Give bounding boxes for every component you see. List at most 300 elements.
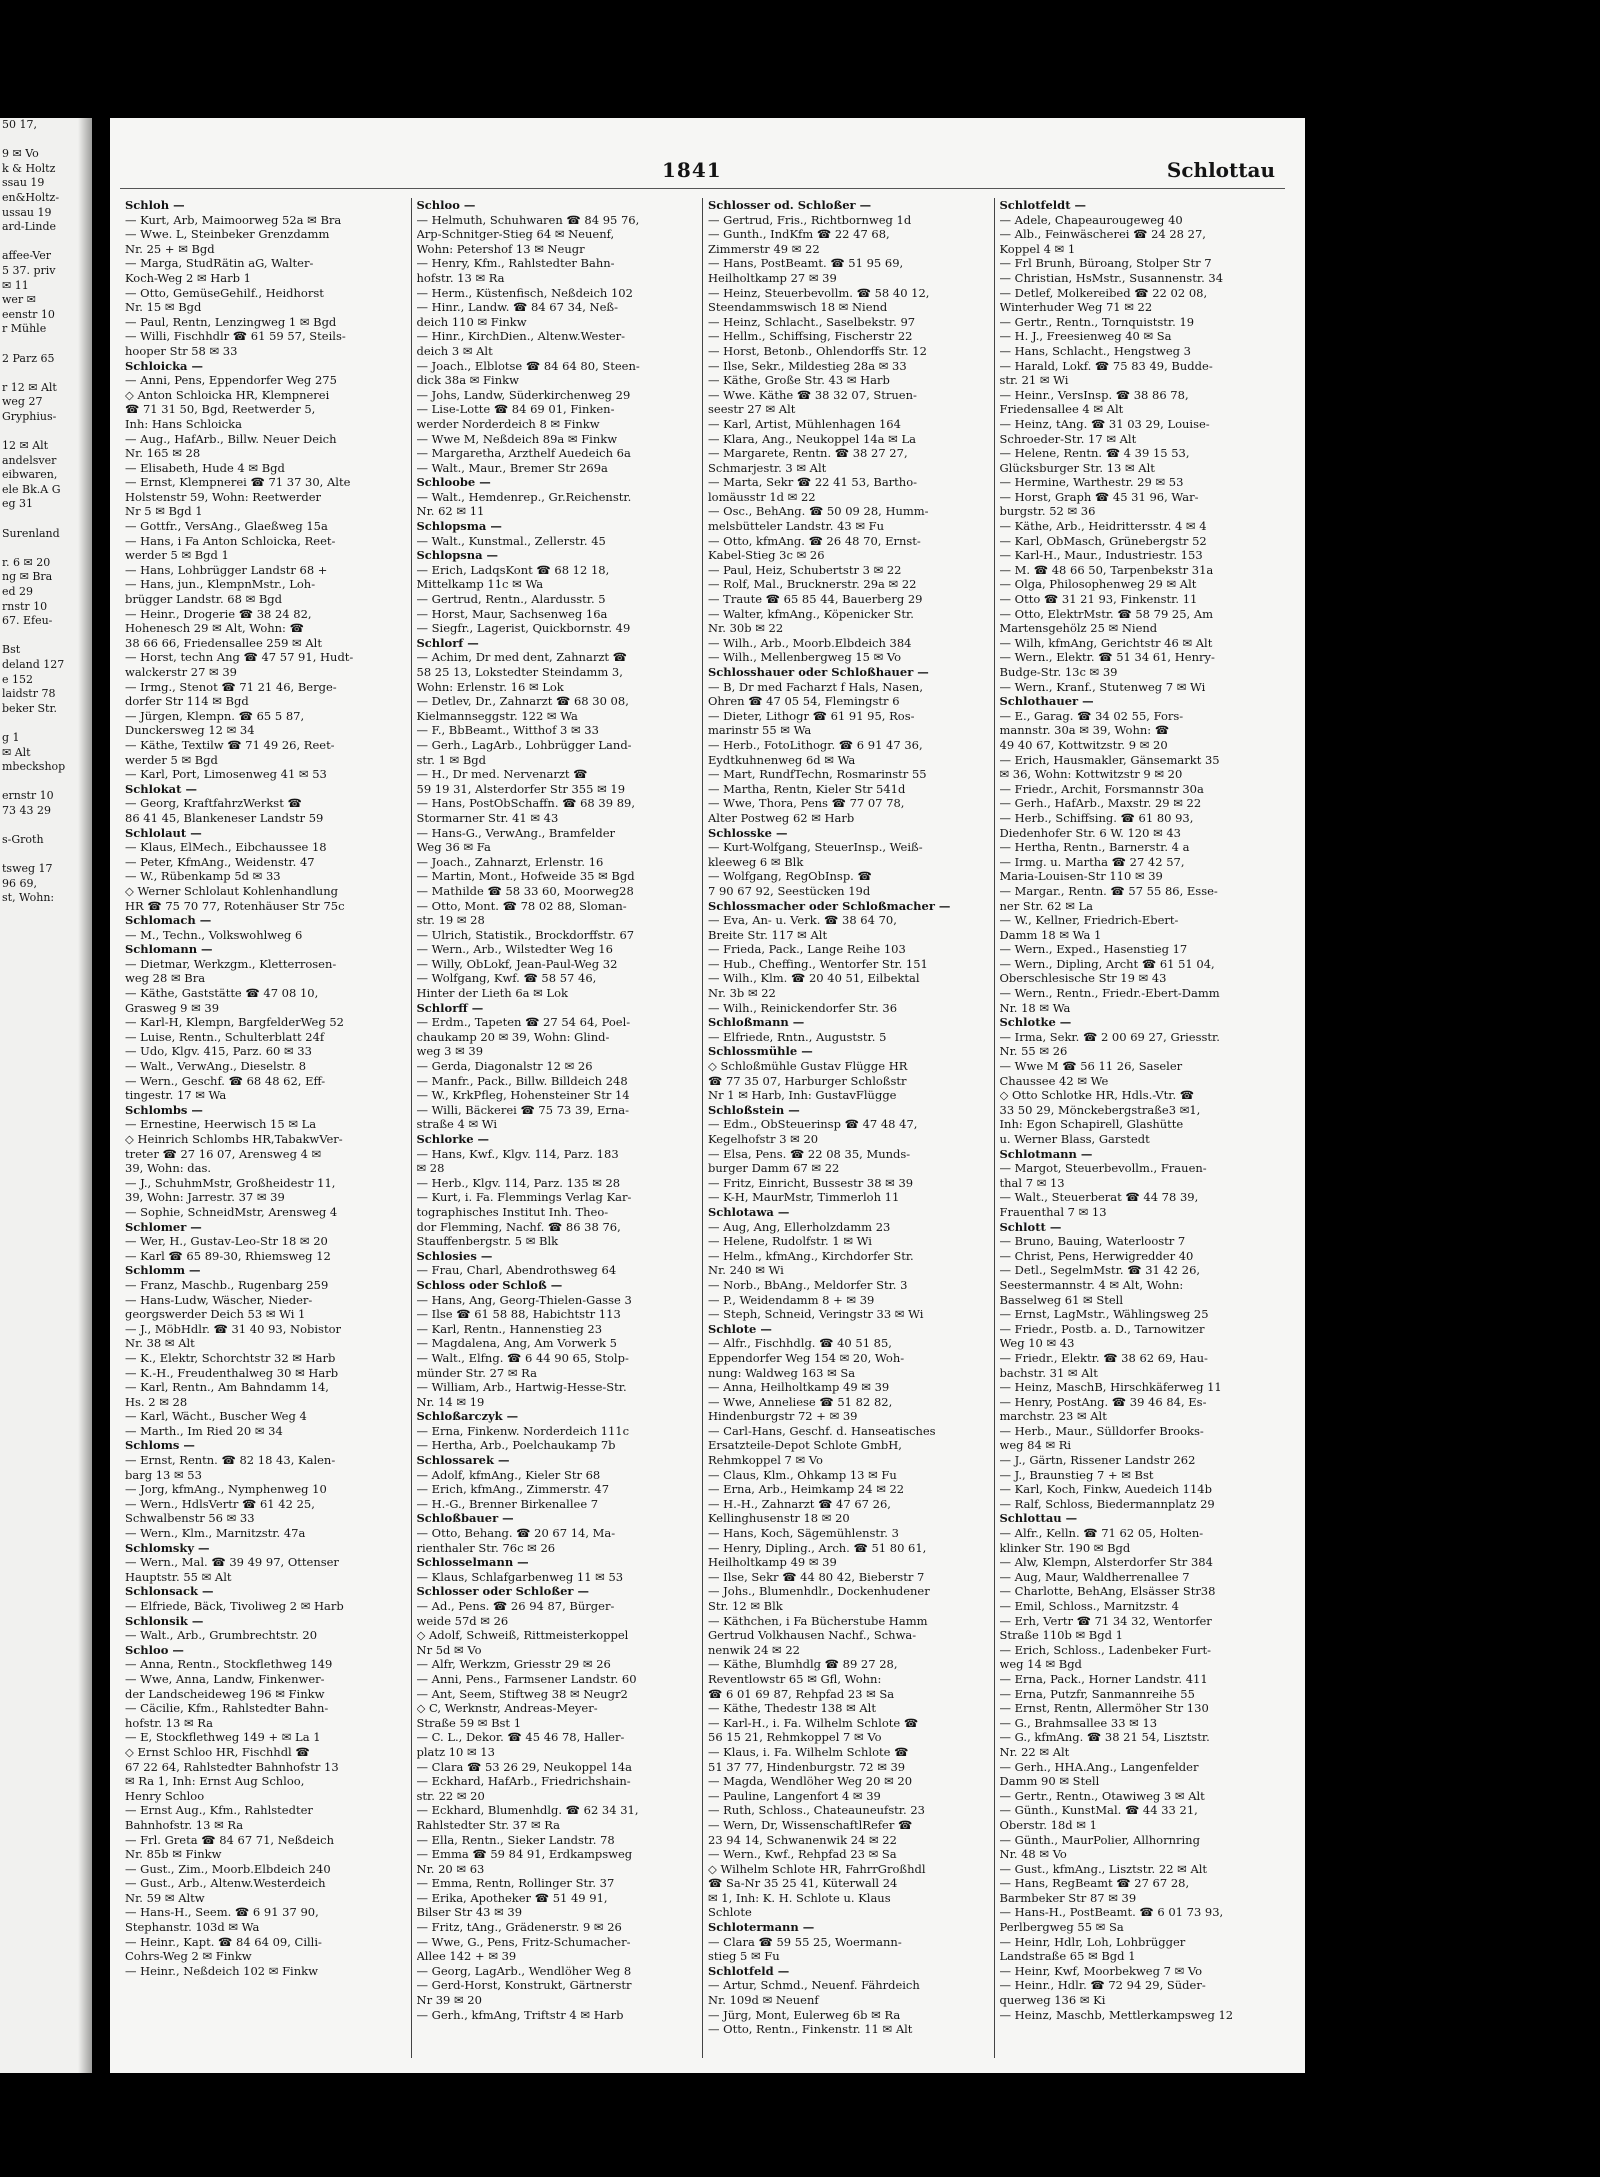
directory-entry: u. Werner Blass, Garstedt [999,1132,1150,1146]
directory-entry: — Käthchen, i Fa Bücherstube Hamm [708,1613,928,1628]
directory-entry: 86 41 45, Blankeneser Landstr 59 [125,810,324,825]
surname-heading: Schlorke — [416,1132,490,1146]
directory-entry: — Karl, ObMasch, Grünebergstr 52 [999,533,1207,548]
page-header [110,158,1305,188]
directory-entry: Gertrud Volkhausen Nachf., Schwa- [708,1628,917,1643]
directory-entry: tographisches Institut Inh. Theo- [416,1204,609,1219]
left-page-line: mbeckshop [2,760,66,774]
directory-entry: ◇ Wilhelm Schlote HR, FahrrGroßhdl [708,1861,926,1876]
directory-entry: — Wolfgang, Kwf. ☎ 58 57 46, [416,971,597,986]
directory-entry: — Wern., Exped., Hasenstieg 17 [999,942,1188,957]
directory-entry: — Joach., Zahnarzt, Erlenstr. 16 [416,854,604,869]
directory-entry: — J., Gärtn, Rissener Landstr 262 [999,1453,1196,1468]
header-rule [120,188,1285,189]
surname-heading: Schloo — [125,1642,184,1657]
directory-entry: — Karl, Rentn., Hannenstieg 23 [416,1321,603,1336]
directory-entry: — H. J., Freesienweg 40 ✉ Sa [999,329,1172,344]
directory-entry: Eppendorfer Weg 154 ✉ 20, Woh- [708,1350,905,1365]
directory-entry: — Klaus, i. Fa. Wilhelm Schlote ☎ [708,1744,909,1759]
directory-entry: Friedensallee 4 ✉ Alt [999,402,1124,417]
surname-heading: Schloobe — [416,475,491,490]
directory-entry: Steendammswisch 18 ✉ Niend [708,300,888,315]
directory-entry: 67 22 64, Rahlstedter Bahnhofstr 13 [125,1759,339,1774]
directory-entry: — Heinr., Hdlr. ☎ 72 94 29, Süder- [999,1978,1206,1993]
left-page-line: ussau 19 [2,205,52,219]
directory-entry: Martensgehölz 25 ✉ Niend [999,621,1158,636]
directory-entry: — Ernst Aug., Kfm., Rahlstedter [125,1803,313,1818]
left-page-line: ssau 19 [2,176,45,190]
directory-entry: — Fritz, Einricht, Bussestr 38 ✉ 39 [708,1175,914,1190]
directory-entry: ☎ 6 01 69 87, Rehpfad 23 ✉ Sa [708,1686,895,1701]
directory-entry: Nr. 30b ✉ 22 [708,621,784,636]
directory-entry: — Osc., BehAng. ☎ 50 09 28, Humm- [708,504,929,519]
directory-entry: — Horst, Betonb., Ohlendorffs Str. 12 [708,343,927,358]
surname-heading: Schlorff — [416,1000,484,1015]
directory-entry: Nr. 38 ✉ Alt [125,1336,195,1351]
directory-entry: — Heinz, Maschb, Mettlerkampsweg 12 [999,2007,1234,2022]
surname-heading: Schlotawa — [708,1204,790,1219]
directory-entry: ✉ Ra 1, Inh: Ernst Aug Schloo, [125,1774,305,1789]
directory-entry: ◇ Schloßmühle Gustav Flügge HR [708,1059,908,1074]
directory-entry: — Gerda, Diagonalstr 12 ✉ 26 [416,1059,593,1074]
left-page-line: rnstr 10 [2,599,48,613]
directory-entry: — Wilh., Klm. ☎ 20 40 51, Eilbektal [708,971,920,986]
directory-entry: — Emma ☎ 59 84 91, Erdkampsweg [416,1847,633,1862]
directory-entry: — Hermine, Warthestr. 29 ✉ 53 [999,475,1184,490]
directory-entry: — Mart, RundfTechn, Rosmarinstr 55 [708,767,927,782]
directory-entry: — Erich, LadqsKont ☎ 68 12 18, [416,562,610,577]
directory-entry: — Helene, Rentn. ☎ 4 39 15 53, [999,446,1190,461]
directory-entry: nenwik 24 ✉ 22 [708,1642,800,1657]
left-page-line: r 12 ✉ Alt [2,380,57,394]
directory-entry: — Anni, Pens, Eppendorfer Weg 275 [125,373,337,388]
directory-entry: Kellinghusenstr 18 ✉ 20 [708,1511,850,1526]
page-gutter-shadow [78,118,92,2073]
directory-entry: — Jorg, kfmAng., Nymphenweg 10 [125,1482,327,1497]
directory-entry: — Wern., Rentn., Friedr.-Ebert-Damm [999,986,1220,1001]
directory-entry: — Hans-Ludw, Wäscher, Nieder- [125,1292,313,1307]
directory-entry: str. 1 ✉ Bgd [416,752,487,767]
left-page-line: st, Wohn: [2,891,55,905]
directory-entry: — Heinr., Kapt. ☎ 84 64 09, Cilli- [125,1934,322,1949]
directory-entry: — Margar., Rentn. ☎ 57 55 86, Esse- [999,883,1218,898]
directory-entry: Inh: Hans Schloicka [125,416,243,431]
running-head: Schlottau [1166,158,1275,182]
directory-entry: ◇ Ernst Schloo HR, Fischhdl ☎ [125,1744,310,1759]
directory-entry: — Marth., Im Ried 20 ✉ 34 [125,1423,283,1438]
directory-entry: — Aug, Maur, Waldherrenallee 7 [999,1569,1190,1584]
directory-entry: Stephanstr. 103d ✉ Wa [125,1920,260,1935]
directory-entry: — Adolf, kfmAng., Kieler Str 68 [416,1467,601,1482]
directory-entry: weg 14 ✉ Bgd [999,1657,1082,1672]
directory-entry: — Anni, Pens., Farmsener Landstr. 60 [416,1671,637,1686]
directory-entry: — Walter, kfmAng., Köpenicker Str. [708,606,914,621]
directory-entry: — Gerh., HafArb., Maxstr. 29 ✉ 22 [999,796,1202,811]
directory-entry: — Frau, Charl, Abendrothsweg 64 [416,1263,617,1278]
directory-entry: Grasweg 9 ✉ 39 [125,1000,220,1015]
directory-entry: — Steph, Schneid, Veringstr 33 ✉ Wi [708,1307,924,1322]
left-page-line: Surenland [2,526,60,540]
directory-entry: dorfer Str 114 ✉ Bgd [125,694,249,709]
directory-entry: — Erna, Finkenw. Norderdeich 111c [416,1423,630,1438]
directory-entry: Maria-Louisen-Str 110 ✉ 39 [999,869,1163,884]
directory-entry: — Ralf, Schloss, Biedermannplatz 29 [999,1496,1215,1511]
directory-entry: — Emil, Schloss., Marnitzstr. 4 [999,1599,1179,1613]
left-page-line: en&Holtz- [2,190,60,204]
directory-entry: Glücksburger Str. 13 ✉ Alt [999,460,1155,475]
surname-heading: Schlomm — [125,1263,201,1278]
directory-entry: — Eva, An- u. Verk. ☎ 38 64 70, [708,913,897,928]
surname-heading: Schloßarczyk — [416,1409,519,1424]
directory-entry: str. 21 ✉ Wi [999,373,1069,388]
directory-entry: ☎ 77 35 07, Harburger Schloßstr [708,1073,907,1088]
directory-entry: — J., SchuhmMstr, Großheidestr 11, [125,1175,336,1190]
surname-heading: Schlottau — [999,1511,1078,1526]
directory-entry: — Irmg. u. Martha ☎ 27 42 57, [999,854,1185,869]
directory-entry: Cohrs-Weg 2 ✉ Finkw [125,1949,252,1964]
directory-entry: Nr 1 ✉ Harb, Inh: GustavFlügge [708,1088,897,1103]
left-page-line: 67. Efeu- [2,614,53,628]
directory-entry: — Käthe, Arb., Heidrittersstr. 4 ✉ 4 [999,519,1207,534]
surname-heading: Schlombs — [125,1102,203,1117]
directory-entry: — Gertr., Rentn., Otawiweg 3 ✉ Alt [999,1788,1205,1803]
directory-entry: — Elsa, Pens. ☎ 22 08 35, Munds- [708,1146,911,1161]
directory-entry: — Wer, H., Gustav-Leo-Str 18 ✉ 20 [125,1234,328,1249]
directory-entry: Perlbergweg 55 ✉ Sa [999,1920,1124,1935]
surname-heading: Schlossmühle — [708,1044,813,1059]
directory-entry: Eydtkuhnenweg 6d ✉ Wa [708,752,856,767]
directory-entry: werder Norderdeich 8 ✉ Finkw [416,416,600,431]
directory-entry: — Ernst, LagMstr., Wählingsweg 25 [999,1307,1209,1322]
directory-entry: — Herb., Schiffsing. ☎ 61 80 93, [999,810,1194,825]
directory-entry: tingestr. 17 ✉ Wa [125,1088,227,1103]
directory-entry: nung: Waldweg 163 ✉ Sa [708,1365,856,1380]
directory-entry: — Alb., Feinwäscherei ☎ 24 28 27, [999,227,1206,242]
directory-columns [120,198,1285,2058]
directory-entry: — Clara ☎ 59 55 25, Woermann- [708,1934,902,1949]
directory-entry: — Alfr, Werkzm, Griesstr 29 ✉ 26 [416,1657,611,1672]
directory-entry: — Gust., kfmAng., Lisztstr. 22 ✉ Alt [999,1861,1208,1876]
directory-entry: — Lise-Lotte ☎ 84 69 01, Finken- [416,402,615,417]
directory-entry: platz 10 ✉ 13 [416,1744,495,1759]
left-page-line: eg 31 [2,497,34,511]
directory-entry: — Willi, Fischhdlr ☎ 61 59 57, Steils- [125,329,346,344]
directory-entry: ◇ Heinrich Schlombs HR,TabakwVer- [125,1132,343,1146]
directory-entry: Mittelkamp 11c ✉ Wa [416,577,544,592]
directory-entry: — Mathilde ☎ 58 33 60, Moorweg28 [416,883,634,898]
directory-entry: — W., Rübenkamp 5d ✉ 33 [125,869,281,884]
directory-entry: georgswerder Deich 53 ✉ Wi 1 [125,1307,306,1322]
left-page-line: ✉ 11 [2,278,29,292]
directory-entry: — Heinz, tAng. ☎ 31 03 29, Louise- [999,416,1210,431]
directory-entry: — Joach., Elblotse ☎ 84 64 80, Steen- [416,358,640,373]
directory-entry: — Otto, GemüseGehilf., Heidhorst [125,285,324,300]
left-page-line: wer ✉ [2,293,36,307]
directory-entry: — Hertha, Rentn., Barnerstr. 4 a [999,840,1190,855]
directory-entry: stieg 5 ✉ Fu [708,1949,780,1964]
directory-entry: — Eckhard, HafArb., Friedrichshain- [416,1774,631,1789]
directory-entry: Nr. 55 ✉ 26 [999,1044,1068,1059]
left-page-line: Bst [2,643,21,657]
directory-entry: — Karl-H, Klempn, BargfelderWeg 52 [125,1015,344,1030]
directory-entry: — Hinr., KirchDien., Altenw.Wester- [416,329,626,344]
directory-entry: — H.-H., Zahnarzt ☎ 47 67 26, [708,1496,891,1511]
page-edge-shadow [1305,118,1325,2073]
directory-entry: Kielmannseggstr. 122 ✉ Wa [416,708,578,723]
directory-entry: Hindenburgstr 72 + ✉ 39 [708,1409,858,1424]
directory-entry: — Udo, Klgv. 415, Parz. 60 ✉ 33 [125,1044,312,1059]
directory-entry: — Horst, techn Ang ☎ 47 57 91, Hudt- [125,650,354,665]
directory-entry: — Hans, PostObSchaffn. ☎ 68 39 89, [416,796,635,811]
directory-entry: — Siegfr., Lagerist, Quickbornstr. 49 [416,621,631,636]
directory-entry: — Hans-H., Seem. ☎ 6 91 37 90, [125,1905,319,1920]
surname-heading: Schlonsack — [125,1584,214,1599]
directory-entry: — Hans-H., PostBeamt. ☎ 6 01 73 93, [999,1905,1224,1920]
directory-entry: — Erich, Schloss., Ladenbeker Furt- [999,1642,1212,1657]
directory-entry: — Karl-H., Maur., Industriestr. 153 [999,548,1203,563]
directory-entry: — Dietmar, Werkzgm., Kletterrosen- [125,956,337,971]
directory-entry: — H., Dr med. Nervenarzt ☎ [416,767,588,782]
directory-entry: HR ☎ 75 70 77, Rotenhäuser Str 75c [125,898,345,913]
directory-column-1 [120,198,412,2058]
directory-entry: — Günth., MaurPolier, Allhornring [999,1832,1200,1847]
directory-entry: ◇ C, Werknstr, Andreas-Meyer- [416,1701,598,1716]
directory-entry: — Walt., Elfng. ☎ 6 44 90 65, Stolp- [416,1350,629,1365]
directory-entry: — Franz, Maschb., Rugenbarg 259 [125,1277,329,1292]
directory-entry: weide 57d ✉ 26 [416,1613,509,1628]
directory-entry: — Otto, kfmAng. ☎ 26 48 70, Ernst- [708,533,921,548]
directory-entry: — Ant, Seem, Stiftweg 38 ✉ Neugr2 [416,1686,628,1701]
directory-entry: Nr. 15 ✉ Bgd [125,300,202,315]
directory-entry: — Walt., Arb., Grumbrechtstr. 20 [125,1628,318,1643]
directory-entry: Wohn: Erlenstr. 16 ✉ Lok [416,679,564,694]
directory-entry: Nr 5 ✉ Bgd 1 [125,504,203,519]
left-page-line: ng ✉ Bra [2,570,53,584]
surname-heading: Schlothauer — [999,694,1094,709]
directory-entry: — Bruno, Bauing, Waterloostr 7 [999,1234,1186,1249]
directory-entry: — Walt., Kunstmal., Zellerstr. 45 [416,533,606,548]
left-page-line: eenstr 10 [2,307,55,321]
directory-entry: — Aug., HafArb., Billw. Neuer Deich [125,431,337,446]
directory-entry: — Kurt, Arb, Maimoorweg 52a ✉ Bra [125,212,342,227]
directory-entry: — W., Kellner, Friedrich-Ebert- [999,913,1179,928]
directory-entry: — M., Techn., Volkswohlweg 6 [125,927,303,942]
directory-entry: — P., Weidendamm 8 + ✉ 39 [708,1292,875,1307]
left-page-line: 2 Parz 65 [2,351,55,365]
directory-entry: — Friedr., Postb. a. D., Tarnowitzer [999,1321,1205,1336]
directory-entry: Nr. 85b ✉ Finkw [125,1847,222,1862]
directory-entry: — Anna, Heilholtkamp 49 ✉ 39 [708,1380,890,1395]
left-page-line: affee-Ver [2,249,52,263]
directory-entry: — Frl. Greta ☎ 84 67 71, Neßdeich [125,1832,334,1847]
directory-entry: — Achim, Dr med dent, Zahnarzt ☎ [416,650,627,665]
left-page-fragment [0,118,92,2073]
directory-entry: — Wern., HdlsVertr ☎ 61 42 25, [125,1496,315,1511]
directory-entry: — Hans, Koch, Sägemühlenstr. 3 [708,1526,899,1541]
directory-entry: — Jürgen, Klempn. ☎ 65 5 87, [125,708,305,723]
directory-entry: — Käthe, Textilw ☎ 71 49 26, Reet- [125,737,335,752]
directory-entry: — Gerh., HHA.Ang., Langenfelder [999,1759,1199,1774]
directory-entry: — Margaretha, Arzthelf Auedeich 6a [416,446,631,461]
directory-entry: rienthaler Str. 76c ✉ 26 [416,1540,556,1555]
directory-entry: — Otto, Mont. ☎ 78 02 88, Sloman- [416,898,627,913]
directory-entry: 23 94 14, Schwanenwik 24 ✉ 22 [708,1832,897,1847]
directory-entry: straße 4 ✉ Wi [416,1117,498,1132]
directory-entry: Nr. 48 ✉ Vo [999,1847,1067,1862]
directory-entry: der Landscheideweg 196 ✉ Finkw [125,1686,325,1701]
directory-entry: — Walt., VerwAng., Dieselstr. 8 [125,1059,307,1074]
directory-entry: weg 3 ✉ 39 [416,1044,484,1059]
directory-entry: 49 40 67, Kottwitzstr. 9 ✉ 20 [999,737,1168,752]
directory-entry: — Gerh., LagArb., Lohbrügger Land- [416,737,632,752]
directory-entry: Wohn: Petershof 13 ✉ Neugr [416,241,585,256]
directory-entry: lomäusstr 1d ✉ 22 [708,489,816,504]
directory-entry: 58 25 13, Lokstedter Steindamm 3, [416,665,623,679]
directory-entry: weg 28 ✉ Bra [125,971,206,986]
directory-entry: Reventlowstr 65 ✉ Gfl, Wohn: [708,1671,882,1686]
directory-entry: kleeweg 6 ✉ Blk [708,854,804,869]
directory-entry: — Hans-G., VerwAng., Bramfelder [416,825,616,840]
directory-entry: melsbütteler Landstr. 43 ✉ Fu [708,519,885,534]
directory-entry: — Ernst, Rentn. ☎ 82 18 43, Kalen- [125,1453,336,1468]
directory-entry: — Friedr., Elektr. ☎ 38 62 69, Hau- [999,1350,1208,1365]
directory-entry: Str. 12 ✉ Blk [708,1599,783,1613]
directory-entry: — Henry, Dipling., Arch. ☎ 51 80 61, [708,1540,927,1555]
directory-entry: — Christ, Pens, Herwigredder 40 [999,1248,1194,1263]
surname-heading: Schloßstein — [708,1102,800,1117]
directory-entry: — Clara ☎ 53 26 29, Neukoppel 14a [416,1759,633,1774]
directory-entry: — Klaus, Schlafgarbenweg 11 ✉ 53 [416,1569,624,1584]
directory-entry: — Karl, Artist, Mühlenhagen 164 [708,416,901,431]
directory-entry: Barmbeker Str 87 ✉ 39 [999,1890,1137,1905]
directory-entry: — Otto, Rentn., Finkenstr. 11 ✉ Alt [708,2022,913,2037]
surname-heading: Schlosshauer oder Schloßhauer — [708,665,929,679]
directory-entry: — Käthe, Gaststätte ☎ 47 08 10, [125,986,319,1001]
directory-entry: — Elfriede, Rntn., Auguststr. 5 [708,1029,887,1044]
left-page-line: laidstr 78 [2,687,56,701]
directory-entry: — Gertr., Rentn., Tornquiststr. 19 [999,314,1195,329]
directory-entry: — Erich, Hausmakler, Gänsemarkt 35 [999,752,1220,767]
directory-entry: — W., KrkPfleg, Hohensteiner Str 14 [416,1088,630,1103]
directory-entry: — Wilh., Arb., Moorb.Elbdeich 384 [708,635,912,650]
directory-entry: barg 13 ✉ 53 [125,1467,202,1482]
directory-entry: — Henry, Kfm., Rahlstedter Bahn- [416,256,615,271]
left-page-line: Gryphius- [2,409,57,423]
left-page-line: ernstr 10 [2,789,54,803]
surname-heading: Schlosske — [708,825,788,840]
directory-entry: — Wwe, G., Pens, Fritz-Schumacher- [416,1934,631,1949]
directory-entry: Koppel 4 ✉ 1 [999,241,1076,256]
directory-entry: 51 37 77, Hindenburgstr. 72 ✉ 39 [708,1759,906,1774]
surname-heading: Schlopsna — [416,548,499,563]
directory-entry: — Olga, Philosophenweg 29 ✉ Alt [999,577,1197,592]
directory-entry: — Wwe M ☎ 56 11 26, Saseler [999,1059,1183,1074]
directory-entry: marchstr. 23 ✉ Alt [999,1409,1107,1424]
directory-entry: — Dieter, Lithogr ☎ 61 91 95, Ros- [708,708,915,723]
directory-entry: — Hans, RegBeamt ☎ 27 67 28, [999,1876,1190,1891]
directory-entry: hofstr. 13 ✉ Ra [416,270,505,285]
directory-entry: — Herb., Maur., Sülldorfer Brooks- [999,1423,1204,1438]
directory-entry: — Wern., Dipling, Archt ☎ 61 51 04, [999,956,1215,971]
directory-entry: — Heinr., Neßdeich 102 ✉ Finkw [125,1963,318,1978]
surname-heading: Schlotke — [999,1015,1072,1030]
directory-entry: — Willi, Bäckerei ☎ 75 73 39, Erna- [416,1102,629,1117]
left-page-line: 73 43 29 [2,803,51,817]
directory-entry: — Gunth., IndKfm ☎ 22 47 68, [708,227,890,242]
directory-entry: Hs. 2 ✉ 28 [125,1394,188,1409]
directory-entry: Arp-Schnitger-Stieg 64 ✉ Neuenf, [416,227,615,242]
directory-entry: — Wern., Kwf., Rehpfad 23 ✉ Sa [708,1847,897,1862]
directory-entry: Holstenstr 59, Wohn: Reetwerder [125,489,321,504]
directory-entry: ◇ Anton Schloicka HR, Klempnerei [125,387,330,402]
directory-column-3 [703,198,995,2058]
directory-entry: — Kurt, i. Fa. Flemmings Verlag Kar- [416,1190,632,1205]
directory-entry: Koch-Weg 2 ✉ Harb 1 [125,270,251,285]
directory-entry: — Erh, Vertr ☎ 71 34 32, Wentorfer [999,1613,1212,1628]
surname-heading: Schlomsky — [125,1540,210,1555]
left-page-line: ✉ Alt [2,745,31,759]
left-page-line: beker Str. [2,701,57,715]
directory-entry: — Gertrud, Fris., Richtbornweg 1d [708,212,912,227]
directory-entry: — Charlotte, BehAng, Elsässer Str38 [999,1584,1216,1599]
directory-entry: — M. ☎ 48 66 50, Tarpenbekstr 31a [999,562,1214,577]
directory-entry: — Fritz, tAng., Grädenerstr. 9 ✉ 26 [416,1920,622,1935]
directory-entry: — Gust., Zim., Moorb.Elbdeich 240 [125,1861,331,1876]
left-page-line: r Mühle [2,322,47,336]
directory-entry: Damm 18 ✉ Wa 1 [999,927,1102,942]
directory-entry: dor Flemming, Nachf. ☎ 86 38 76, [416,1219,621,1234]
directory-entry: Allee 142 + ✉ 39 [416,1949,517,1964]
directory-entry: — K., Elektr, Schorchtstr 32 ✉ Harb [125,1350,336,1365]
directory-entry: — Helene, Rudolfstr. 1 ✉ Wi [708,1234,872,1249]
directory-entry: — Christian, HsMstr., Susannenstr. 34 [999,270,1224,285]
directory-entry: Straße 110b ✉ Bgd 1 [999,1628,1123,1643]
directory-entry: — Aug, Ang, Ellerholzdamm 23 [708,1219,891,1234]
directory-entry: — Horst, Maur, Sachsenweg 16a [416,606,608,621]
directory-entry: Hauptstr. 55 ✉ Alt [125,1569,232,1584]
directory-entry: burgstr. 52 ✉ 36 [999,504,1096,519]
directory-entry: ◇ Otto Schlotke HR, Hdls.-Vtr. ☎ [999,1088,1195,1103]
directory-entry: — Paul, Heiz, Schubertstr 3 ✉ 22 [708,562,902,577]
directory-entry: — Carl-Hans, Geschf. d. Hanseatisches [708,1423,936,1438]
directory-entry: Diedenhofer Str. 6 W. 120 ✉ 43 [999,825,1181,840]
surname-heading: Schlotfeldt — [999,198,1087,212]
directory-entry: werder 5 ✉ Bgd [125,752,218,767]
directory-entry: — Helmuth, Schuhwaren ☎ 84 95 76, [416,212,640,227]
directory-entry: — Margot, Steuerbevollm., Frauen- [999,1161,1207,1176]
surname-heading: Schlotfeld — [708,1963,790,1978]
directory-entry: — Detlef, Molkereibed ☎ 22 02 08, [999,285,1208,300]
left-page-line: tsweg 17 [2,862,53,876]
directory-entry: — Wilh, kfmAng, Gerichtstr 46 ✉ Alt [999,635,1213,650]
directory-entry: — Karl ☎ 65 89-30, Rhiemsweg 12 [125,1248,331,1263]
directory-entry: Landstraße 65 ✉ Bgd 1 [999,1949,1136,1964]
directory-entry: — Hans, PostBeamt. ☎ 51 95 69, [708,256,904,271]
directory-entry: — E, Stockflethweg 149 + ✉ La 1 [125,1730,321,1745]
directory-entry: — Karl-H., i. Fa. Wilhelm Schlote ☎ [708,1715,919,1730]
surname-heading: Schlossarek — [416,1453,510,1468]
directory-entry: — Sophie, SchneidMstr, Arensweg 4 [125,1204,338,1219]
directory-entry: klinker Str. 190 ✉ Bgd [999,1540,1131,1555]
directory-entry: — Erna, Arb., Heimkamp 24 ✉ 22 [708,1482,905,1497]
directory-entry: Seestermannstr. 4 ✉ Alt, Wohn: [999,1277,1184,1292]
directory-entry: — Artur, Schmd., Neuenf. Fährdeich [708,1978,920,1993]
directory-entry: — Wilh., Mellenbergweg 15 ✉ Vo [708,650,902,665]
directory-entry: Bahnhofstr. 13 ✉ Ra [125,1817,244,1832]
directory-entry: 39, Wohn: das. [125,1161,212,1176]
directory-entry: Schmarjestr. 3 ✉ Alt [708,460,827,475]
directory-entry: — Ernst, Klempnerei ☎ 71 37 30, Alte [125,475,351,490]
